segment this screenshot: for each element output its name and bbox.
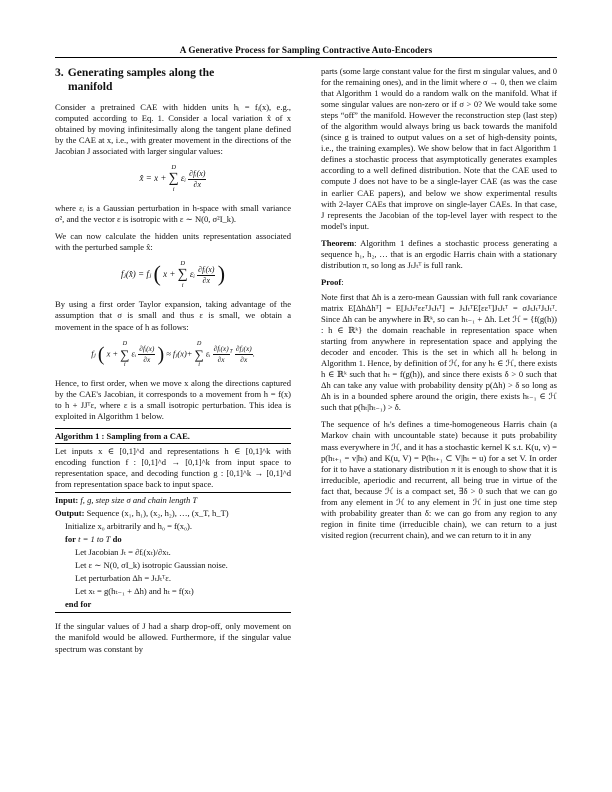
algo-rule-top bbox=[55, 428, 291, 429]
section-title bbox=[55, 66, 291, 94]
eq3-sum-sign: ∑ bbox=[120, 346, 130, 362]
algo-input-label: Input: bbox=[55, 494, 79, 505]
eq3-frac2-num: ∂fᵢ(x) bbox=[213, 343, 229, 353]
algo-line-jacobian: Let Jacobian Jₜ = ∂fᵢ(xₜ)/∂xₜ. bbox=[75, 547, 171, 558]
eq3-fraction3 bbox=[235, 344, 253, 365]
algo-init: Initialize x₀ arbitrarily and h₀ = f(x₀). bbox=[65, 521, 192, 532]
eq3-frac-den: ∂x bbox=[143, 354, 151, 364]
left-paragraph-4: By using a first order Taylor expansion, taking advantage of the assumption that σ is small and thus ε is small, we obtain a movement in the space of h as follows: bbox=[55, 299, 291, 332]
algo-rule-mid bbox=[55, 443, 291, 444]
eq1-sum-bottom: i bbox=[172, 186, 175, 194]
left-paragraph-5: Hence, to first order, when we move x along the directions captured by the CAE's Jacobian, it corresponds to a movement from h = f(x) to h + JJᵀε, where ε is a small isotropic perturbation. This idea is exploited in Algorithm 1 below. bbox=[55, 377, 291, 421]
left-paragraph-3: We can now calculate the hidden units representation associated with the perturbed sample x̂: bbox=[55, 231, 291, 253]
section-title-line2: manifold bbox=[68, 80, 113, 93]
eq3-frac2-den: ∂x bbox=[217, 354, 225, 364]
header-rule bbox=[55, 57, 557, 58]
eq3-sum2-sign: ∑ bbox=[194, 346, 204, 362]
eq2-sum-sign: ∑ bbox=[177, 267, 188, 283]
algo-line-perturbation: Let perturbation Δh = JₜJₜᵀε. bbox=[75, 573, 171, 584]
algo-for-range: t = 1 to T bbox=[78, 534, 111, 545]
eq2-inner-x: x + bbox=[163, 269, 176, 280]
eq3-sum2-limits bbox=[194, 339, 203, 370]
left-paragraph-6: If the singular values of J had a sharp drop-off, only movement on the manifold would be allowed. Furthermore, if the singular value spectrum was constant by bbox=[55, 621, 291, 654]
equation-2 bbox=[55, 259, 291, 291]
eq2-sum-limits bbox=[178, 259, 188, 291]
right-paragraph-2: Note first that Δh is a zero-mean Gaussian with full rank covariance matrix E[ΔhΔhᵀ] = E[JₜJₜᵀεεᵀJₜJₜᵀ] = JₜJₜᵀE[εεᵀ]JₜJₜᵀ = σJₜJₜᵀJₜJₜᵀ. Since Δh can be anywhere in ℝᵏ, so can hₜ₋₁ + Δh. Let ℋ = {f(g(h)) : h ∈ ℝᵏ} the domain reachable in representation space when starting from anywhere in representation space and applying the decoder and encoder. This is the set in which all hₜ belong in Algorithm 1. Hence, by definition of ℋ, for any hₜ ∈ ℋ, there exists h ∈ ℝᵏ such that hₜ = f(g(h)), and since there exists δ > 0 such that Δh can take any value with probability density p(Δh) > δ so long as Δh is in a bounded sphere around the origin, there exists hₜ₋₁ ∈ ℋ such that p(hₜ|hₜ₋₁) > δ. bbox=[321, 291, 557, 413]
algo-line-noise: Let ε ∼ N(0, σI_k) isotropic Gaussian noise. bbox=[75, 560, 228, 571]
eq3-frac3-den: ∂x bbox=[240, 354, 248, 364]
algorithm-1 bbox=[55, 428, 291, 614]
algo-output-line bbox=[55, 508, 291, 519]
eq3-approx: ≈ fⱼ(x)+ bbox=[166, 348, 193, 358]
proof-label: Proof bbox=[321, 276, 342, 287]
algo-input-line bbox=[55, 495, 291, 506]
eq3-lhs: fⱼ bbox=[91, 348, 96, 358]
eq3-sum-limits bbox=[120, 339, 129, 370]
left-paragraph-2: where εᵢ is a Gaussian perturbation in h-space with small variance σ², and the vector ε is isotropic with ε ∼ N(0, σ²I_k). bbox=[55, 203, 291, 225]
eq1-frac-den: ∂x bbox=[193, 179, 202, 189]
eq3-period: . bbox=[252, 348, 255, 358]
eq2-close-paren: ) bbox=[217, 261, 226, 287]
eq1-eps: εᵢ bbox=[180, 173, 186, 184]
algo-output: Sequence (x₁, h₁), (x₂, h₂), …, (x_T, h_T) bbox=[86, 508, 229, 519]
equation-3 bbox=[55, 339, 291, 370]
algo-do: do bbox=[112, 534, 122, 545]
algo-input: f, g, step size σ and chain length T bbox=[80, 494, 198, 505]
algo-for-line bbox=[55, 534, 291, 545]
proof-colon: : bbox=[341, 276, 344, 287]
eq2-open-paren: ( bbox=[153, 261, 161, 287]
eq1-frac-num: ∂fᵢ(x) bbox=[189, 168, 206, 178]
equation-1 bbox=[55, 163, 291, 195]
eq2-sum-bottom: i bbox=[181, 282, 184, 290]
theorem-label: Theorem bbox=[321, 237, 355, 248]
algo-title: Algorithm 1 : Sampling from a CAE. bbox=[55, 430, 190, 441]
algo-description: Let inputs x ∈ [0,1]^d and representations h ∈ [0,1]^k with encoding function f : [0,1]^d → [0,1]^k from input space to representation space, and decoding function g : [0,1]^k → [0,1]^d from representation space back to input space. bbox=[55, 445, 291, 489]
running-head: A Generative Process for Sampling Contractive Auto-Encoders bbox=[179, 45, 433, 55]
left-column bbox=[55, 66, 291, 661]
eq3-inner-x: x + bbox=[106, 348, 119, 358]
eq1-sum-sign: ∑ bbox=[168, 171, 179, 187]
right-column bbox=[321, 66, 557, 547]
eq3-fraction bbox=[138, 344, 155, 365]
eq3-close-paren: ) bbox=[157, 342, 165, 365]
section-number: 3. bbox=[55, 66, 64, 79]
eq2-frac-den: ∂x bbox=[202, 275, 211, 285]
theorem bbox=[321, 238, 557, 271]
algo-rule-bottom bbox=[55, 612, 291, 613]
right-paragraph-1: parts (some large constant value for the first m singular values, and 0 for the remaining ones), and in the limit where σ → 0, then we claim that Algorithm 1 would do a random walk on the manifold. What if some singular values are non-zero or if σ > 0? We would take some steps “off” the manifold. However the reconstruction step (last step) of the algorithm would always bring us back towards the manifold (since g is trained to output values on a set of high-density points, i.e., the training examples). We show below that in fact Algorithm 1 defines a stochastic process that asymptotically generates examples according to a well defined distribution. Note that the CAE used to compute J does not have to be a single-layer CAE (as was the case in earlier CAE papers), and below we show experimental results with 2-layer CAEs that improve on single-layer CAEs. In that case, J represents the Jacobian of the top-level layer with respect to the model's input. bbox=[321, 66, 558, 231]
eq2-frac-num: ∂fᵢ(x) bbox=[198, 264, 215, 274]
algo-output-label: Output: bbox=[55, 508, 85, 519]
eq1-sum-limits bbox=[169, 163, 179, 195]
eq3-sum-top: D bbox=[122, 339, 128, 347]
proof-heading bbox=[321, 277, 557, 288]
eq3-open-paren: ( bbox=[97, 342, 105, 365]
eq2-lhs: fⱼ(x̂) = fⱼ bbox=[120, 269, 152, 280]
eq2-sum-top: D bbox=[180, 260, 186, 268]
eq3-frac-num: ∂fᵢ(x) bbox=[139, 343, 155, 353]
eq2-fraction bbox=[197, 265, 215, 286]
algo-rule-mid-2 bbox=[55, 492, 291, 493]
eq1-lhs: x̂ = x + bbox=[139, 173, 167, 184]
eq3-sum2-bottom: i bbox=[198, 360, 200, 368]
eq3-sum2-top: D bbox=[196, 339, 202, 347]
eq3-frac3-num: ∂fⱼ(x) bbox=[235, 343, 252, 353]
eq3-fraction2 bbox=[213, 344, 230, 365]
eq1-sum-top: D bbox=[171, 164, 177, 172]
eq3-eps2: εᵢ bbox=[205, 348, 211, 358]
theorem-text: : Algorithm 1 defines a stochastic process generating a sequence h₁, h₂, … that is an ergodic Harris chain with a stationary distribution π, so long as JₜJₜᵀ is full rank. bbox=[321, 237, 557, 270]
algo-for: for bbox=[65, 534, 76, 545]
eq3-eps: εᵢ bbox=[131, 348, 137, 358]
eq3-transpose: T bbox=[229, 348, 233, 355]
algo-line-update: Let xₜ = g(hₜ₋₁ + Δh) and hₜ = f(xₜ) bbox=[75, 586, 194, 597]
eq3-sum-bottom: i bbox=[123, 360, 126, 368]
right-paragraph-3: The sequence of hₜ's defines a time-homogeneous Harris chain (a Markov chain with uncountable state) because it puts probability mass everywhere in ℋ, and it has a stochastic kernel K s.t. K(u, v) = p(hₜ₊₁ = v|hₜ) and K(u, V) = P(hₜ₊₁ ⊂ V|hₜ = u) for a set V. In order for it to have a stationary distribution π it is enough to show that it is irreducible, aperiodic and recurrent, all being true in virtue of the fact that, because ℋ is a compact set, ∃δ > 0 such that we can go from any element in ℋ to any element in ℋ in just one time step with probability greater than δ: we can go from any region to any region in finite time (irreducible chain), we can return to a just visited region (recurrent chain), and we can return to it in any bbox=[321, 419, 557, 540]
section-title-line1: Generating samples along the bbox=[67, 66, 215, 79]
eq2-eps: εᵢ bbox=[189, 269, 195, 280]
eq1-fraction bbox=[188, 169, 206, 190]
left-paragraph-1: Consider a pretrained CAE with hidden units hᵢ = fᵢ(x), e.g., computed according to Eq. 1. Consider a local variation x̂ of x obtained by moving infinitesimally along the tangent plane defined by the CAE at x, i.e., with greater movement in the directions of the Jacobian J associated with larger singular values: bbox=[55, 102, 291, 157]
algo-end-for: end for bbox=[65, 599, 92, 610]
